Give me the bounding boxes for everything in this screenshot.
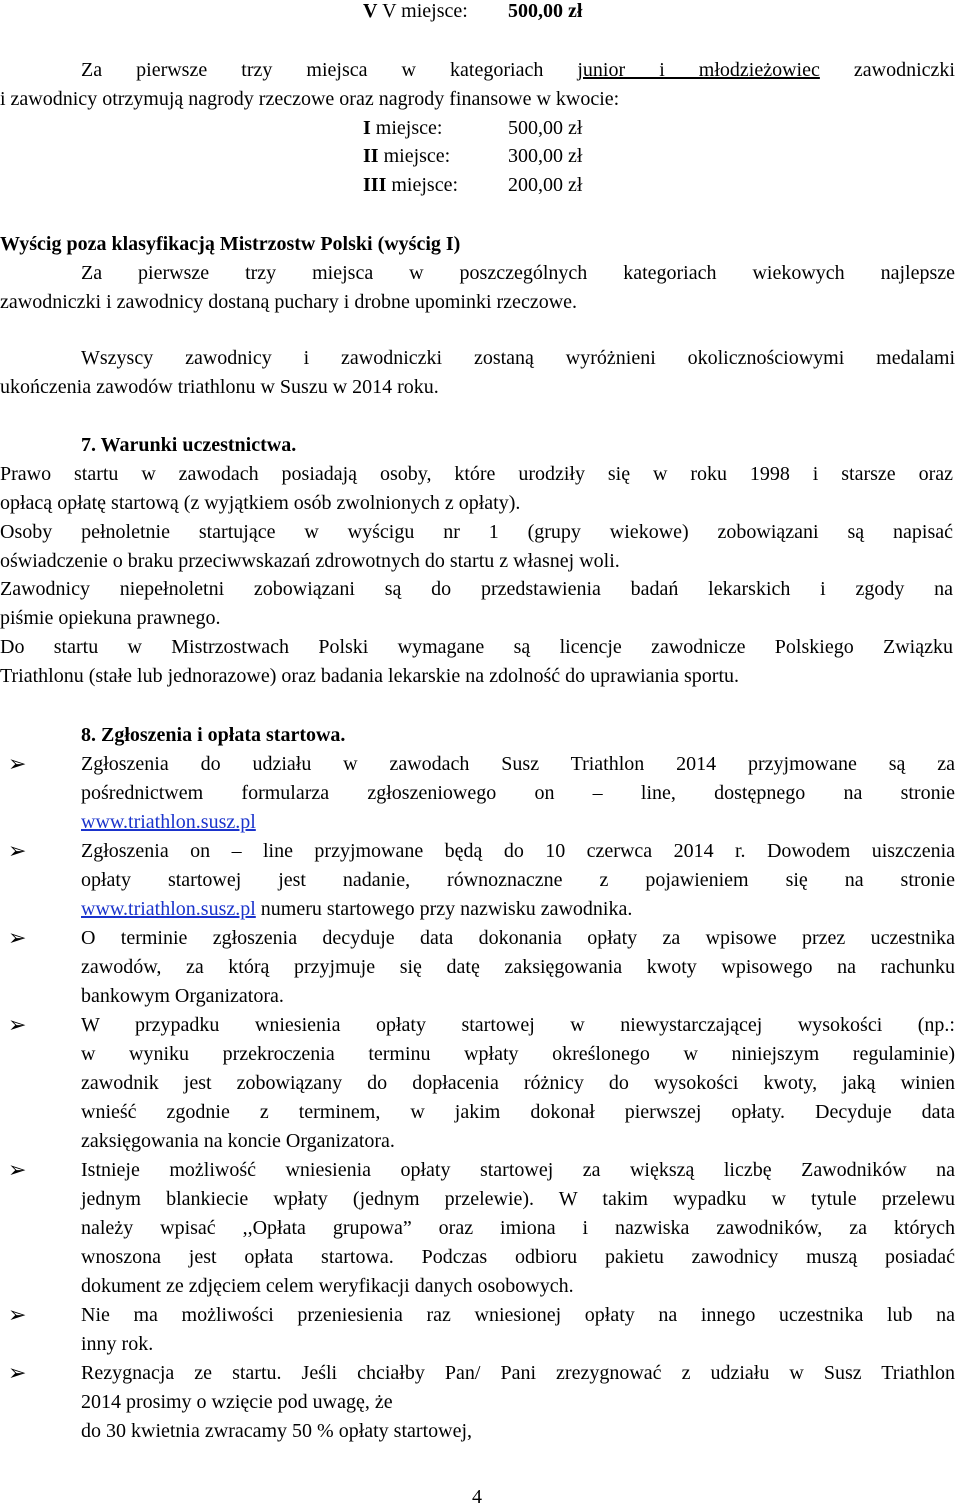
prize-v-label-text: V miejsce: (382, 0, 468, 22)
b1-line: pośrednictwem formularza zgłoszeniowego on – line, dostępnego na stronie (81, 782, 955, 804)
b4-line: w wyniku przekroczenia terminu wpłaty określonego w niniejszym regulaminie) (81, 1043, 955, 1065)
b4-line: wnieść zgodnie z terminem, w jakim dokonał pierwszej opłaty. Decyduje data (81, 1101, 955, 1123)
prize-rank: II (363, 145, 379, 167)
arrow-bullet-icon: ➢ (8, 752, 27, 777)
arrow-bullet-icon: ➢ (8, 1361, 27, 1386)
prize-label: miejsce: (386, 174, 458, 196)
junior-prize-1 (363, 114, 783, 143)
junior-prize-3 (363, 171, 783, 200)
junior-prize-2 (363, 142, 783, 171)
arrow-bullet-icon: ➢ (8, 926, 27, 951)
b2-line: Zgłoszenia on – line przyjmowane będą do 10 czerwca 2014 r. Dowodem uiszczenia (81, 840, 955, 862)
junior-intro-c: zawodniczki (819, 59, 955, 81)
junior-intro-line2: i zawodnicy otrzymują nagrody rzeczowe oraz nagrody finansowe w kwocie: (0, 88, 620, 110)
b2-tail: numeru startowego przy nazwisku zawodnika. (255, 898, 633, 920)
s7-line: Prawo startu w zawodach posiadają osoby, które urodziły się w roku 1998 i starsze oraz (0, 463, 953, 485)
s7-line: Zawodnicy niepełnoletni zobowiązani są do przedstawienia badań lekarskich i zgody na (0, 578, 953, 600)
arrow-bullet-icon: ➢ (8, 839, 27, 864)
junior-category-underlined: junior i młodzieżowiec (577, 59, 820, 81)
b4-line: zawodnik jest zobowiązany do dopłacenia różnicy do wysokości kwoty, jaką winien (81, 1072, 955, 1094)
b3-line: bankowym Organizatora. (81, 985, 284, 1007)
medal-line1: Wszyscy zawodnicy i zawodniczki zostaną wyróżnieni okolicznościowymi medalami (81, 347, 955, 369)
prize-label: miejsce: (378, 145, 451, 167)
prize-v-amount (508, 0, 582, 26)
s7-line: opłacą opłatę startową (z wyjątkiem osób zwolnionych z opłaty). (0, 492, 521, 514)
s7-line: Do startu w Mistrzostwach Polski wymagane są licencje zawodnicze Polskiego Związku (0, 636, 953, 658)
arrow-bullet-icon: ➢ (8, 1013, 27, 1038)
b3-line: O terminie zgłoszenia decyduje data dokonania opłaty za wpisowe przez uczestnika (81, 927, 955, 949)
b7-line: Rezygnacja ze startu. Jeśli chciałby Pan/ Pani zrezygnować z udziału w Susz Triathlon (81, 1362, 955, 1384)
s7-line: oświadczenie o braku przeciwwskazań zdrowotnych do startu z własnej woli. (0, 550, 620, 572)
triathlon-link-2[interactable]: www.triathlon.susz.pl (81, 898, 256, 920)
prize-amount: 200,00 zł (508, 174, 583, 196)
b7-line: do 30 kwietnia zwracamy 50 % opłaty startowej, (81, 1420, 472, 1442)
b3-line: zawodów, za którą przyjmuje się datę zaksięgowania kwoty wpisowego na rachunku (81, 956, 955, 978)
prize-rank: I (363, 117, 371, 139)
medal-line2: ukończenia zawodów triathlonu w Suszu w 2014 roku. (0, 376, 439, 398)
s7-line: Triathlonu (stałe lub jednorazowe) oraz badania lekarskie na zdolność do uprawiania sportu. (0, 665, 740, 687)
arrow-bullet-icon: ➢ (8, 1303, 27, 1328)
b2-line: opłaty startowej jest nadanie, równoznaczne z pojawieniem się na stronie (81, 869, 955, 891)
race1-line2: zawodniczki i zawodnicy dostaną puchary i drobne upominki rzeczowe. (0, 291, 578, 313)
s7-line: Osoby pełnoletnie startujące w wyścigu nr 1 (grupy wiekowe) zobowiązani są napisać (0, 521, 953, 543)
b5-line: dokument ze zdjęciem celem weryfikacji danych osobowych. (81, 1275, 574, 1297)
arrow-bullet-icon: ➢ (8, 1158, 27, 1183)
triathlon-link[interactable] (81, 808, 256, 837)
b5-line: Istnieje możliwość wniesienia opłaty startowej za większą liczbę Zawodników na (81, 1159, 955, 1181)
prize-rank: III (363, 174, 387, 196)
triathlon-link-text[interactable]: www.triathlon.susz.pl (81, 811, 256, 833)
race1-line1: Za pierwsze trzy miejsca w poszczególnych kategoriach wiekowych najlepsze (81, 262, 955, 284)
b4-line: zaksięgowania na koncie Organizatora. (81, 1130, 395, 1152)
b5-line: jednym blankiecie wpłaty (jednym przelewie). W takim wypadku w tytule przelewu (81, 1188, 955, 1210)
b7-line: 2014 prosimy o wzięcie pod uwagę, że (81, 1391, 393, 1413)
prize-v-amount-text: 500,00 zł (508, 0, 583, 22)
s7-line: piśmie opiekuna prawnego. (0, 607, 221, 629)
section8-heading: 8. Zgłoszenia i opłata startowa. (81, 724, 346, 746)
b5-line: należy wpisać ,,Opłata grupowa” oraz imiona i nazwiska zawodników, za których (81, 1217, 955, 1239)
b1-line: Zgłoszenia do udziału w zawodach Susz Triathlon 2014 przyjmowane są za (81, 753, 955, 775)
b2-tail-line (81, 895, 632, 924)
b5-line: wnoszona jest opłata startowa. Podczas odbioru pakietu zawodnicy muszą posiadać (81, 1246, 955, 1268)
prize-v-label: V V miejsce: (363, 0, 468, 22)
prize-label: miejsce: (370, 117, 443, 139)
prize-amount: 500,00 zł (508, 117, 583, 139)
race1-heading: Wyścig poza klasyfikacją Mistrzostw Polski (wyścig I) (0, 233, 461, 255)
page-number: 4 (472, 1486, 482, 1508)
b6-line: Nie ma możliwości przeniesienia raz wniesionej opłaty na innego uczestnika lub na (81, 1304, 955, 1326)
b6-line: inny rok. (81, 1333, 154, 1355)
junior-intro-line1 (81, 56, 955, 85)
b4-line: W przypadku wniesienia opłaty startowej w niewystarczającej wysokości (np.: (81, 1014, 955, 1036)
junior-intro-a: Za pierwsze trzy miejsca w kategoriach (81, 59, 578, 81)
prize-amount: 300,00 zł (508, 145, 583, 167)
section7-heading: 7. Warunki uczestnictwa. (81, 434, 297, 456)
